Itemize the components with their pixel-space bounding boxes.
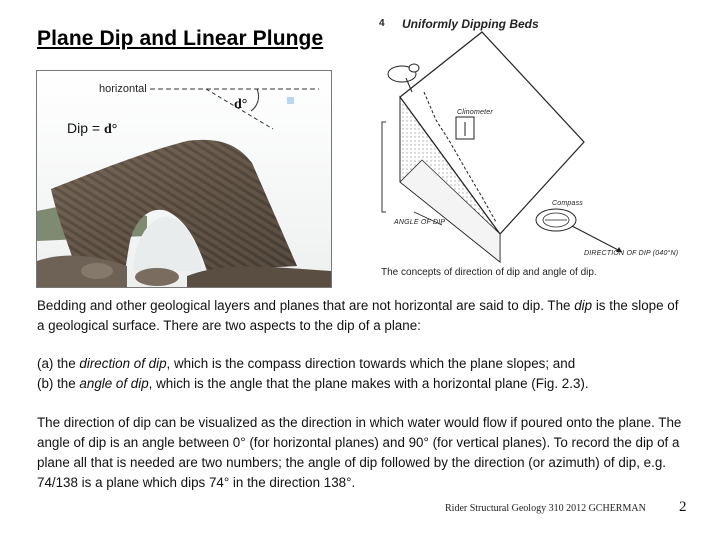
clinometer-label: Clinometer bbox=[457, 109, 493, 116]
paragraph-recording bbox=[37, 413, 687, 493]
aspect-a-text: , which is the compass direction towards which the plane slopes; and bbox=[166, 356, 576, 371]
aspect-a-term: direction of dip bbox=[79, 356, 167, 371]
dipping-beds-photo bbox=[36, 70, 332, 288]
figure-heading: Uniformly Dipping Beds bbox=[402, 17, 539, 31]
dip-equals-label bbox=[67, 120, 117, 138]
dip-prefix: Dip = bbox=[67, 120, 104, 136]
direction-of-dip-label: DIRECTION OF DIP (040°N) bbox=[584, 250, 679, 257]
p1-text-b: is the slope of a geological surface. There are two aspects to the dip of a plane: bbox=[37, 298, 679, 333]
figure-number: 4 bbox=[379, 18, 385, 29]
horizontal-label: horizontal bbox=[99, 83, 147, 95]
compass-label: Compass bbox=[552, 200, 583, 207]
angle-of-dip-label: ANGLE OF DIP bbox=[394, 219, 446, 226]
angle-d-label: d° bbox=[234, 97, 248, 112]
aspect-a-prefix: (a) the bbox=[37, 356, 80, 371]
slide-title: Plane Dip and Linear Plunge bbox=[37, 27, 324, 50]
paragraph-definition bbox=[37, 296, 687, 336]
aspect-a bbox=[37, 354, 687, 374]
aspect-b-prefix: (b) the bbox=[37, 376, 80, 391]
figure-caption: The concepts of direction of dip and angle of dip. bbox=[381, 267, 597, 278]
p1-emphasis-dip: dip bbox=[574, 298, 593, 313]
aspect-b-term: angle of dip bbox=[79, 376, 149, 391]
recording-text: The direction of dip can be visualized as the direction in which water would flow if poured onto the plane. The angle of dip is an angle between 0° (for horizontal planes) and 90° (for vertical planes). To record the dip of a plane all that is needed are two numbers; the angle of dip followed by the direction (or azimuth) of dip, e.g. 74/138 is a plane which dips 74° in the direction 138°. bbox=[37, 415, 682, 490]
aspect-b-text: , which is the angle that the plane makes with a horizontal plane (Fig. 2.3). bbox=[148, 376, 589, 391]
rock-arch-illustration bbox=[37, 71, 331, 287]
paragraph-aspects bbox=[37, 354, 687, 394]
page-number: 2 bbox=[679, 499, 687, 515]
p1-text-a: Bedding and other geological layers and planes that are not horizontal are said to dip. The bbox=[37, 298, 575, 313]
dip-value: d° bbox=[103, 122, 118, 137]
dipping-beds-figure bbox=[362, 12, 702, 284]
aspect-b bbox=[37, 374, 687, 394]
footer-credit: Rider Structural Geology 310 2012 GCHERMAN bbox=[445, 503, 646, 514]
dipping-block-diagram bbox=[362, 12, 702, 284]
